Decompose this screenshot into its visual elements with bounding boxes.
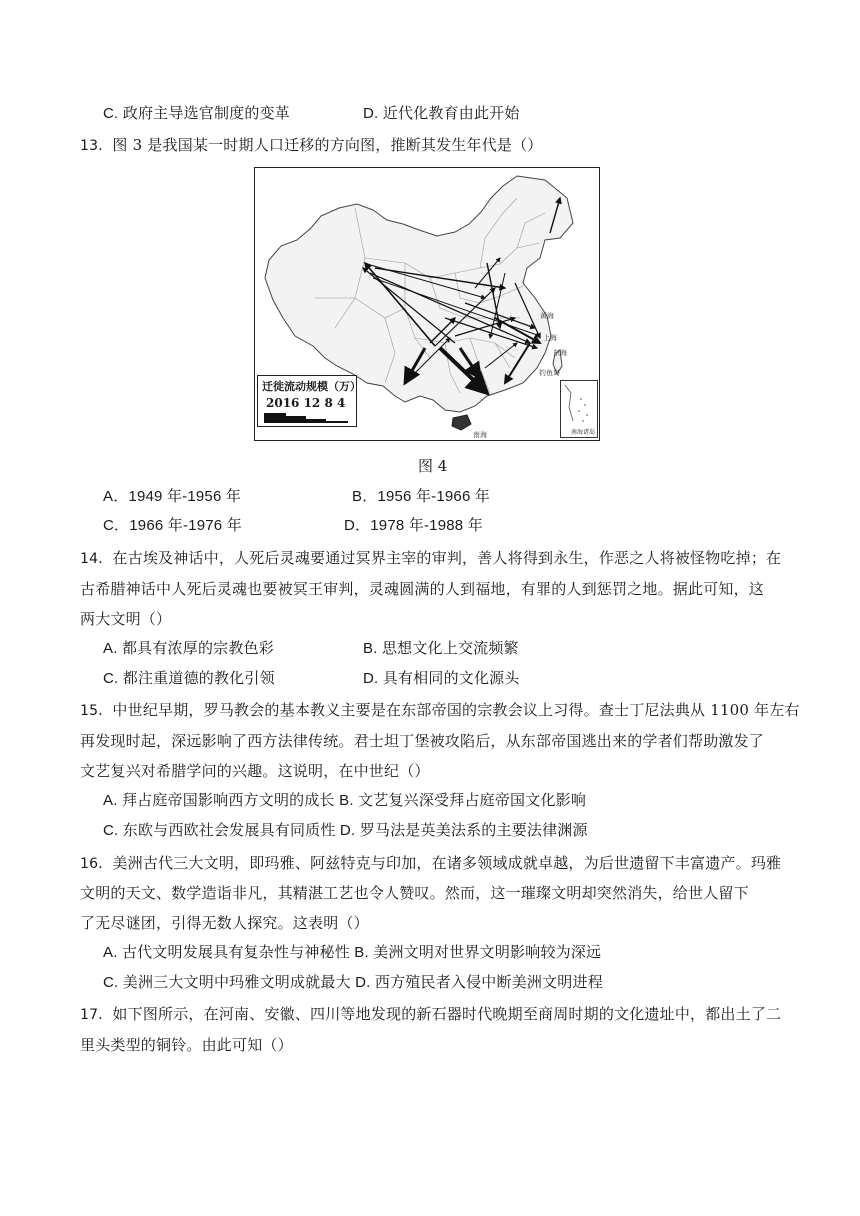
q14-line-3: 两大文明（） [80,610,172,628]
q15-text-1: 中世纪早期，罗马教会的基本教义主要是在东部帝国的宗教会议上习得。查士丁尼法典从 1100 年左右 [112,701,800,719]
q14-option-b: B. 思想文化上交流频繁 [363,640,519,657]
q17-line-1 [80,1003,781,1026]
sea-label-east-sea: 东海 [553,349,567,357]
legend-values: 2016 12 8 4 [266,396,346,410]
q13-option-c: C．1966 年-1976 年 [103,517,242,534]
q16-number: 16． [80,856,113,872]
q15-line-2: 再发现时起，深远影响了西方法律传统。君士坦丁堡被攻陷后，从东部帝国逃出来的学者们帮助激发了 [80,732,765,750]
q12-option-c: C. 政府主导选官制度的变革 [103,105,290,122]
q14-line-1 [80,547,781,570]
q14-text-1: 在古埃及神话中，人死后灵魂要通过冥界主宰的审判，善人将得到永生，作恶之人将被怪物吃掉；在 [112,549,782,567]
q14-number: 14． [80,551,113,567]
figure-caption: 图 4 [418,457,448,475]
legend-bars [264,411,354,425]
q14-option-d: D. 具有相同的文化源头 [363,670,520,687]
q16-line-3: 了无尽谜团，引得无数人探究。这表明（） [80,914,369,932]
q16-line-2: 文明的天文、数学造诣非凡，其精湛工艺也令人赞叹。然而，这一璀璨文明却突然消失，给世人留下 [80,884,749,902]
q13-stem-text: 图 3 是我国某一时期人口迁移的方向图，推断其发生年代是（） [112,136,543,154]
q12-option-d: D. 近代化教育由此开始 [363,105,520,122]
q16-options-ab: A. 古代文明发展具有复杂性与神秘性 B. 美洲文明对世界文明影响较为深远 [103,944,602,961]
q15-options-cd: C. 东欧与西欧社会发展具有同质性 D. 罗马法是英美法系的主要法律渊源 [103,822,588,839]
q14-option-c: C. 都注重道德的教化引领 [103,670,275,687]
q13-option-a: A．1949 年-1956 年 [103,488,242,505]
inset-label: 南海诸岛 [570,429,595,436]
map-legend [257,375,361,427]
q16-line-1 [80,852,781,875]
q13-option-d: D．1978 年-1988 年 [344,517,483,534]
q15-number: 15． [80,703,113,719]
q13-option-b: B．1956 年-1966 年 [352,488,491,505]
q17-number: 17． [80,1007,113,1023]
hainan-island [452,415,471,430]
q16-text-1: 美洲古代三大文明，即玛雅、阿兹特克与印加，在诸多领域成就卓越，为后世遗留下丰富遗产。玛雅 [112,854,782,872]
city-label-shanghai: 上海 [543,334,557,342]
legend-title: 迁徙流动规模（万） [262,380,361,393]
q15-options-ab: A. 拜占庭帝国影响西方文明的成长 B. 文艺复兴深受拜占庭帝国文化影响 [103,792,587,809]
sea-label-south-sea: 南海 [473,431,487,439]
q16-options-cd: C. 美洲三大文明中玛雅文明成就最大 D. 西方殖民者入侵中断美洲文明进程 [103,974,603,991]
q13-number: 13． [80,138,113,154]
q14-option-a: A. 都具有浓厚的宗教色彩 [103,640,274,657]
sea-label-yellow-sea: 黄海 [540,312,554,320]
q17-line-2: 里头类型的铜铃。由此可知（） [80,1036,293,1054]
q15-line-3: 文艺复兴对希腊学问的兴趣。这说明，在中世纪（） [80,762,430,780]
q13-stem [80,134,543,157]
q14-line-2: 古希腊神话中人死后灵魂也要被冥王审判，灵魂圆满的人到福地，有罪的人到惩罚之地。据此可知，这 [80,580,765,598]
island-label-diaoyu: 钓鱼岛 [539,369,560,377]
q17-text-1: 如下图所示，在河南、安徽、四川等地发现的新石器时代晚期至商周时期的文化遗址中，都出土了二 [112,1005,782,1023]
q15-line-1 [80,699,800,722]
south-sea-islands-inset [560,380,598,438]
